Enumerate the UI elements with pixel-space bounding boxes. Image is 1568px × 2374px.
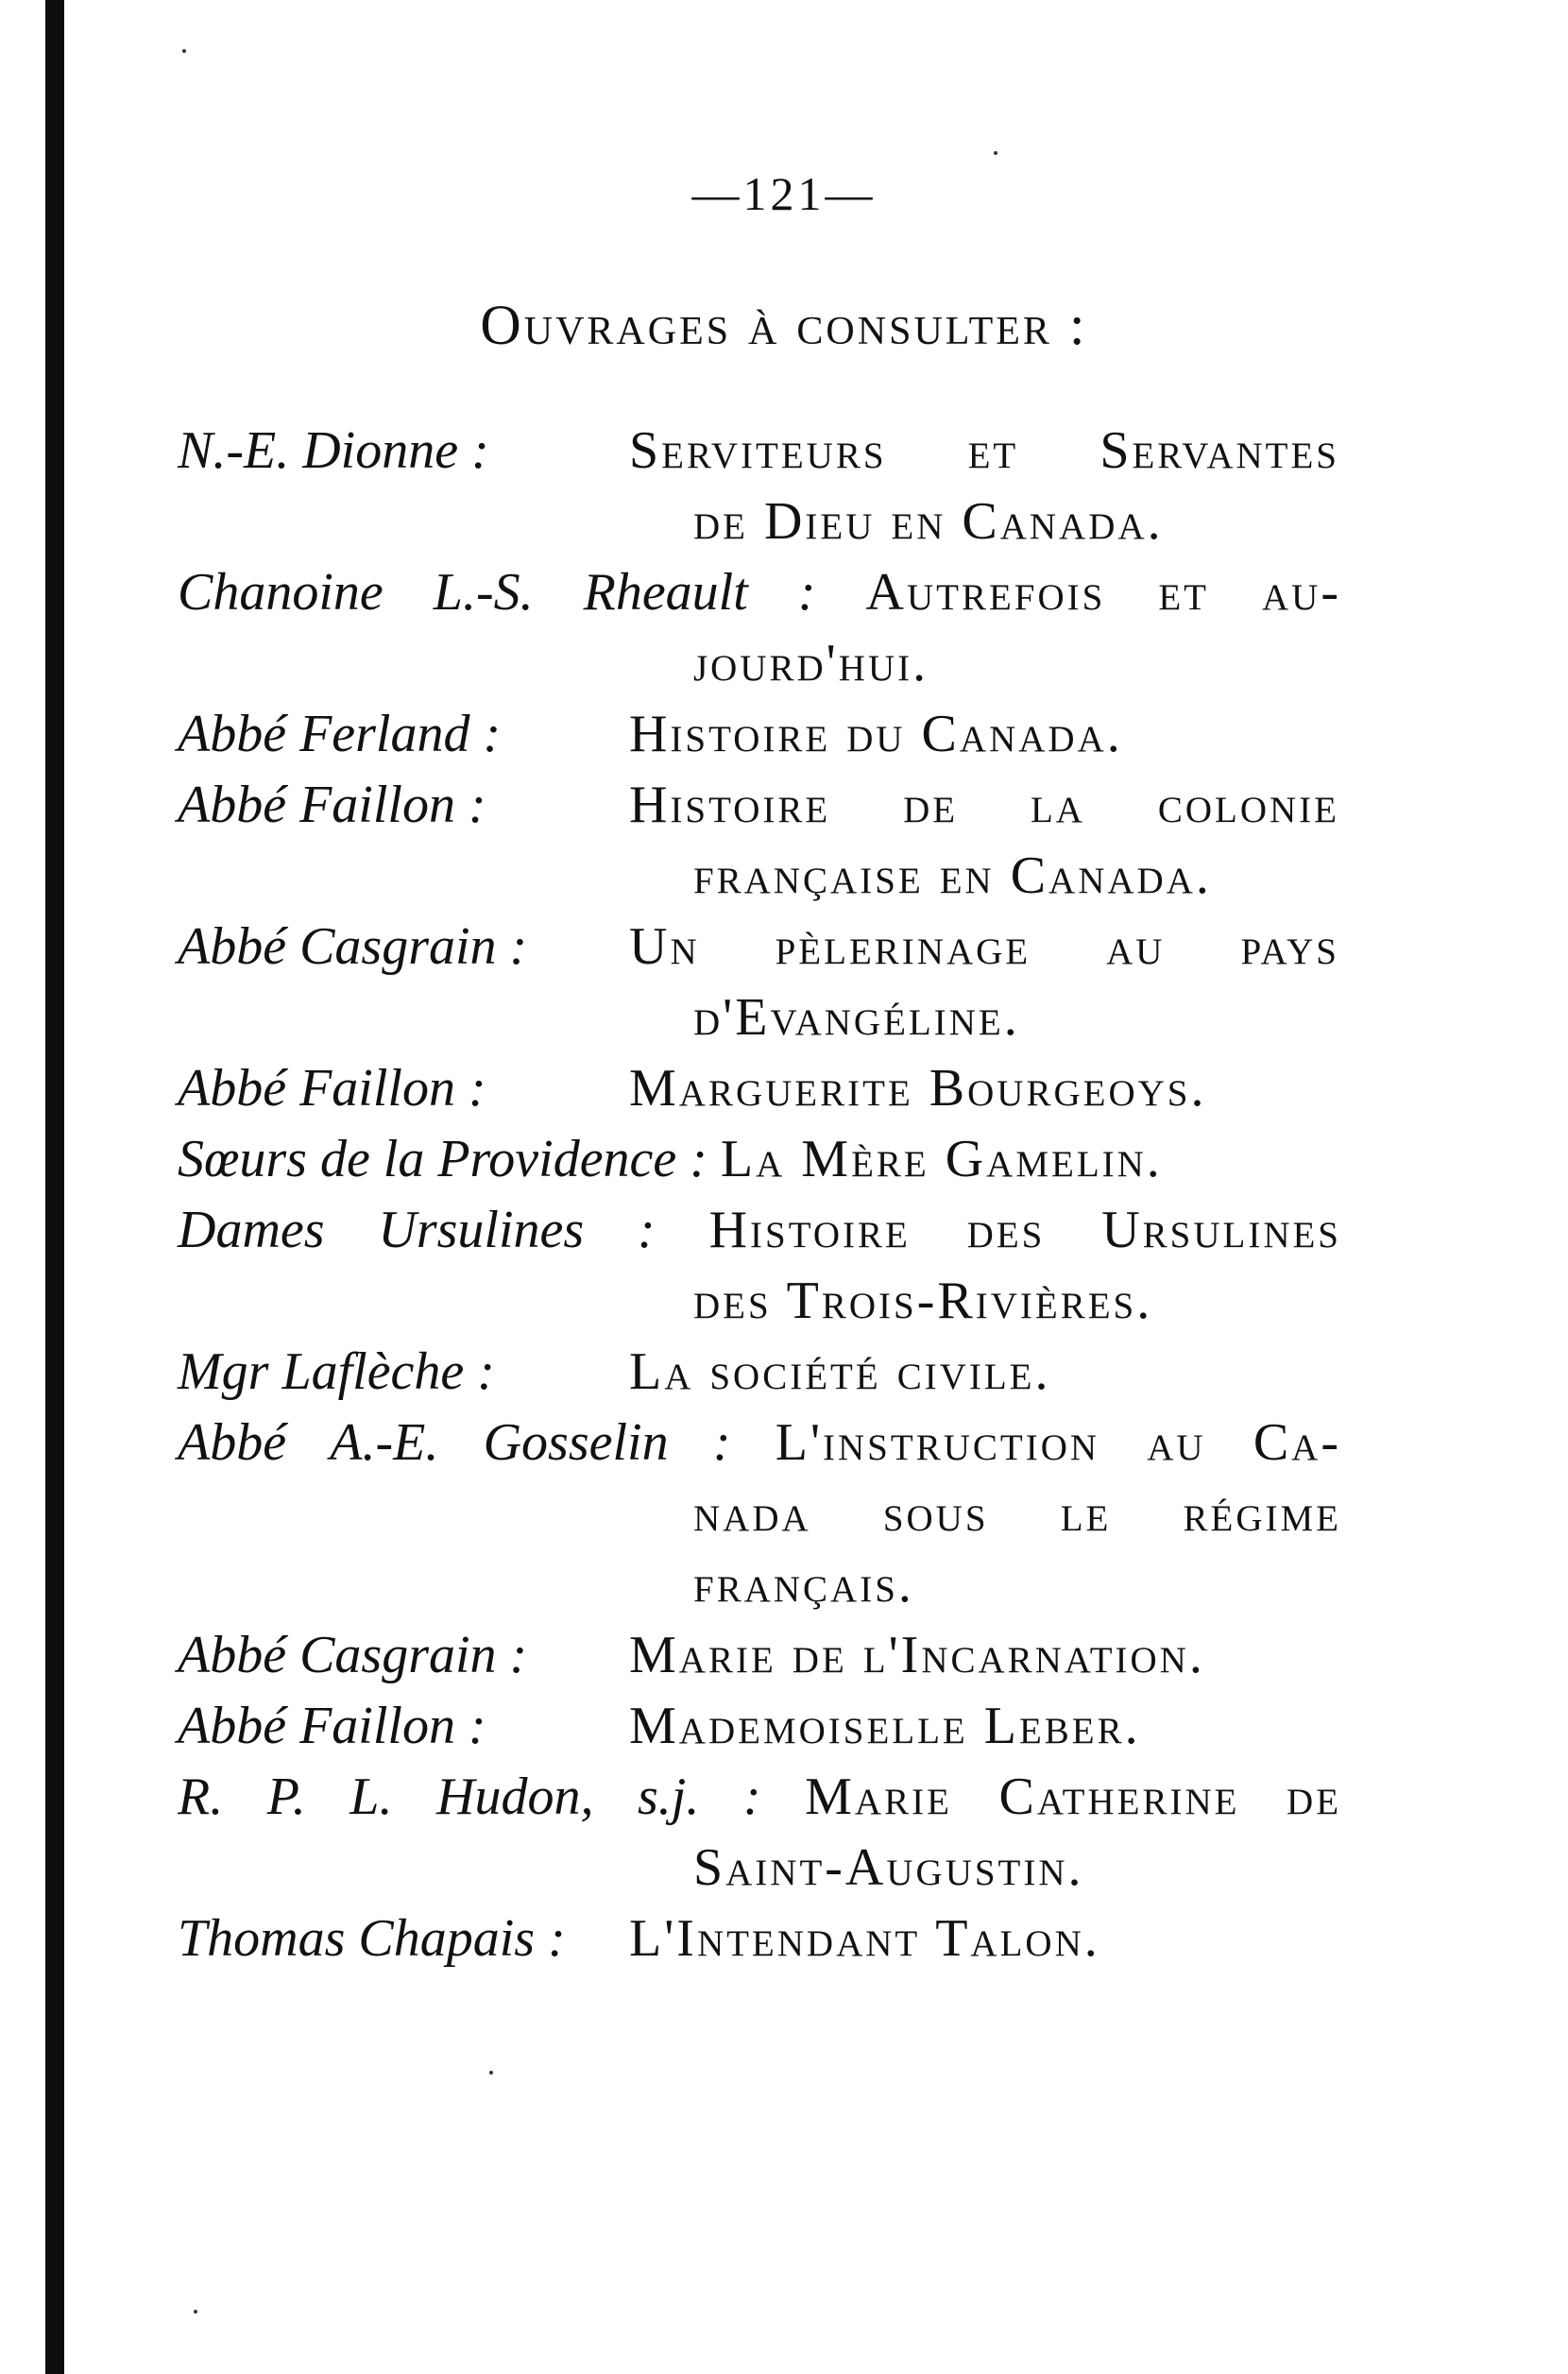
entry-title-line: Histoire de la colonie [629,776,1339,834]
entry-title-line: française en Canada. [693,846,1212,905]
entry-title-line: La société civile. [629,1342,1051,1401]
entry-title-line: nada sous le régime [693,1484,1341,1543]
bibliography-entry-continuation [178,628,1341,699]
bibliography-entry [178,912,1341,1053]
entry-author: Abbé Ferland : [178,705,502,763]
section-heading: Ouvrages à consulter : [480,294,1088,356]
bibliography-entry-continuation [178,1266,1341,1337]
bibliography-entry [178,1904,1341,1974]
entry-author: Mgr Laflèche : [178,1342,495,1401]
bibliography-entry [178,1053,1341,1124]
entry-title-line: des Trois-Rivières. [693,1272,1153,1330]
entry-title [629,416,1339,557]
entry-title-line: Mademoiselle Leber. [629,1697,1141,1755]
entry-title-line: Marie de l'Incarnation. [629,1626,1205,1684]
print-speck [182,49,186,53]
bibliography-entry-continuation [178,1478,1341,1549]
entry-title-line: L'instruction au Ca- [775,1413,1341,1472]
entry-title-line: Serviteurs et Servantes [629,421,1339,480]
print-speck [994,151,997,155]
entry-author: Abbé Faillon : [178,1697,486,1755]
entry-title-line: Marie Catherine de [805,1768,1342,1826]
entry-title-line: Histoire des Ursulines [708,1201,1342,1259]
entry-title [629,912,1339,1053]
entry-title-line: d'Evangéline. [693,988,1020,1047]
bibliography-entry [178,1124,1341,1195]
bibliography-entry [178,557,1341,628]
entry-title [629,770,1339,912]
bibliography-entry [178,1195,1341,1266]
entry-title-line: Un pèlerinage au pays [629,917,1339,976]
bibliography-entry [178,1337,1341,1408]
bibliography-entry-continuation [178,1549,1341,1620]
entry-title-line: de Dieu en Canada. [693,492,1164,551]
entry-title-line: français. [693,1555,914,1614]
page-number: —121— [691,167,877,220]
bibliography-list [178,416,1341,1974]
entry-title-line: Autrefois et au- [865,563,1341,622]
entry-title-line: jourd'hui. [693,634,929,692]
print-speck [489,2071,493,2075]
bibliography-entry-continuation [178,1833,1341,1904]
entry-author: Thomas Chapais : [178,1909,566,1968]
entry-author: R. P. L. Hudon, s.j. : [178,1768,761,1826]
entry-title-line: La Mère Gamelin. [720,1130,1163,1188]
print-speck [194,2310,197,2314]
entry-title-line: Saint-Augustin. [693,1838,1084,1897]
entry-author: Abbé A.-E. Gosselin : [178,1413,731,1472]
entry-title-line: L'Intendant Talon. [629,1909,1100,1968]
bibliography-entry [178,770,1341,912]
entry-author: Abbé Casgrain : [178,1626,528,1684]
entry-author: Chanoine L.-S. Rheault : [178,563,816,622]
bibliography-entry [178,1408,1341,1478]
entry-author: Sœurs de la Providence : [178,1130,707,1188]
entry-title-line: Marguerite Bourgeoys. [629,1059,1207,1118]
bibliography-entry [178,1762,1341,1833]
entry-author: Dames Ursulines : [178,1201,656,1259]
entry-author: Abbé Faillon : [178,776,486,834]
entry-author: Abbé Faillon : [178,1059,486,1118]
entry-title-line: Histoire du Canada. [629,705,1123,763]
bibliography-entry [178,699,1341,770]
bibliography-entry [178,1620,1341,1691]
bibliography-entry [178,416,1341,557]
bibliography-entry [178,1691,1341,1762]
entry-author: Abbé Casgrain : [178,917,528,976]
entry-author: N.-E. Dionne : [178,421,489,480]
